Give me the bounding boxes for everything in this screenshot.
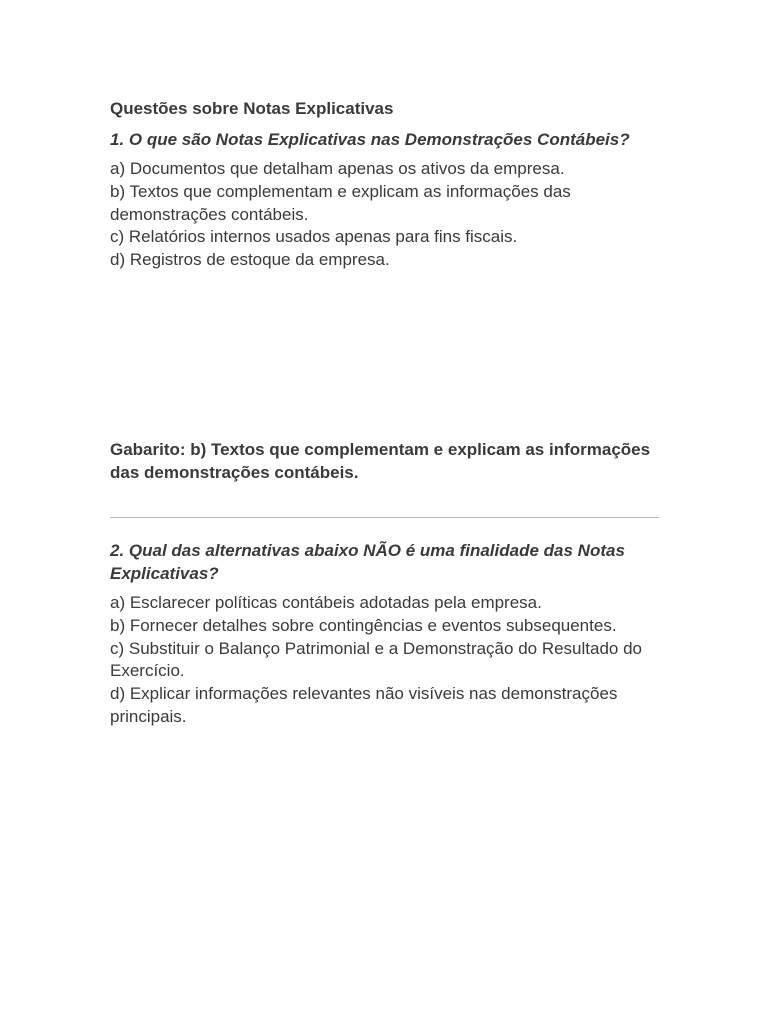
question-2-options bbox=[110, 592, 660, 729]
question-2-option-b: b) Fornecer detalhes sobre contingências e eventos subsequentes. bbox=[110, 615, 617, 635]
question-1-option-d: d) Registros de estoque da empresa. bbox=[110, 250, 390, 270]
question-1-block bbox=[110, 128, 660, 272]
question-2-option-a: a) Esclarecer políticas contábeis adotadas pela empresa. bbox=[110, 593, 542, 612]
question-1-text: 1. O que são Notas Explicativas nas Demonstrações Contábeis? bbox=[110, 130, 630, 149]
question-2-option-d: d) Explicar informações relevantes não visíveis nas demonstrações principais. bbox=[110, 684, 618, 726]
question-1-option-b: b) Textos que complementam e explicam as informações das demonstrações contábeis. bbox=[110, 181, 571, 224]
question-1-answer: Gabarito: b) Textos que complementam e explicam as informações das demonstrações contábeis. bbox=[110, 440, 651, 482]
question-2-block bbox=[110, 539, 660, 729]
question-2-option-c: c) Substituir o Balanço Patrimonial e a Demonstração do Resultado do Exercício. bbox=[110, 638, 643, 681]
question-1-options bbox=[110, 158, 660, 272]
document-page bbox=[110, 96, 660, 726]
question-1-option-c: c) Relatórios internos usados apenas para fins fiscais. bbox=[110, 227, 518, 247]
question-2-text: 2. Qual das alternativas abaixo NÃO é uma finalidade das Notas Explicativas? bbox=[110, 541, 625, 583]
question-1-option-a: a) Documentos que detalham apenas os ativos da empresa. bbox=[110, 159, 565, 178]
section-divider bbox=[110, 517, 659, 518]
document-title: Questões sobre Notas Explicativas bbox=[110, 99, 394, 118]
